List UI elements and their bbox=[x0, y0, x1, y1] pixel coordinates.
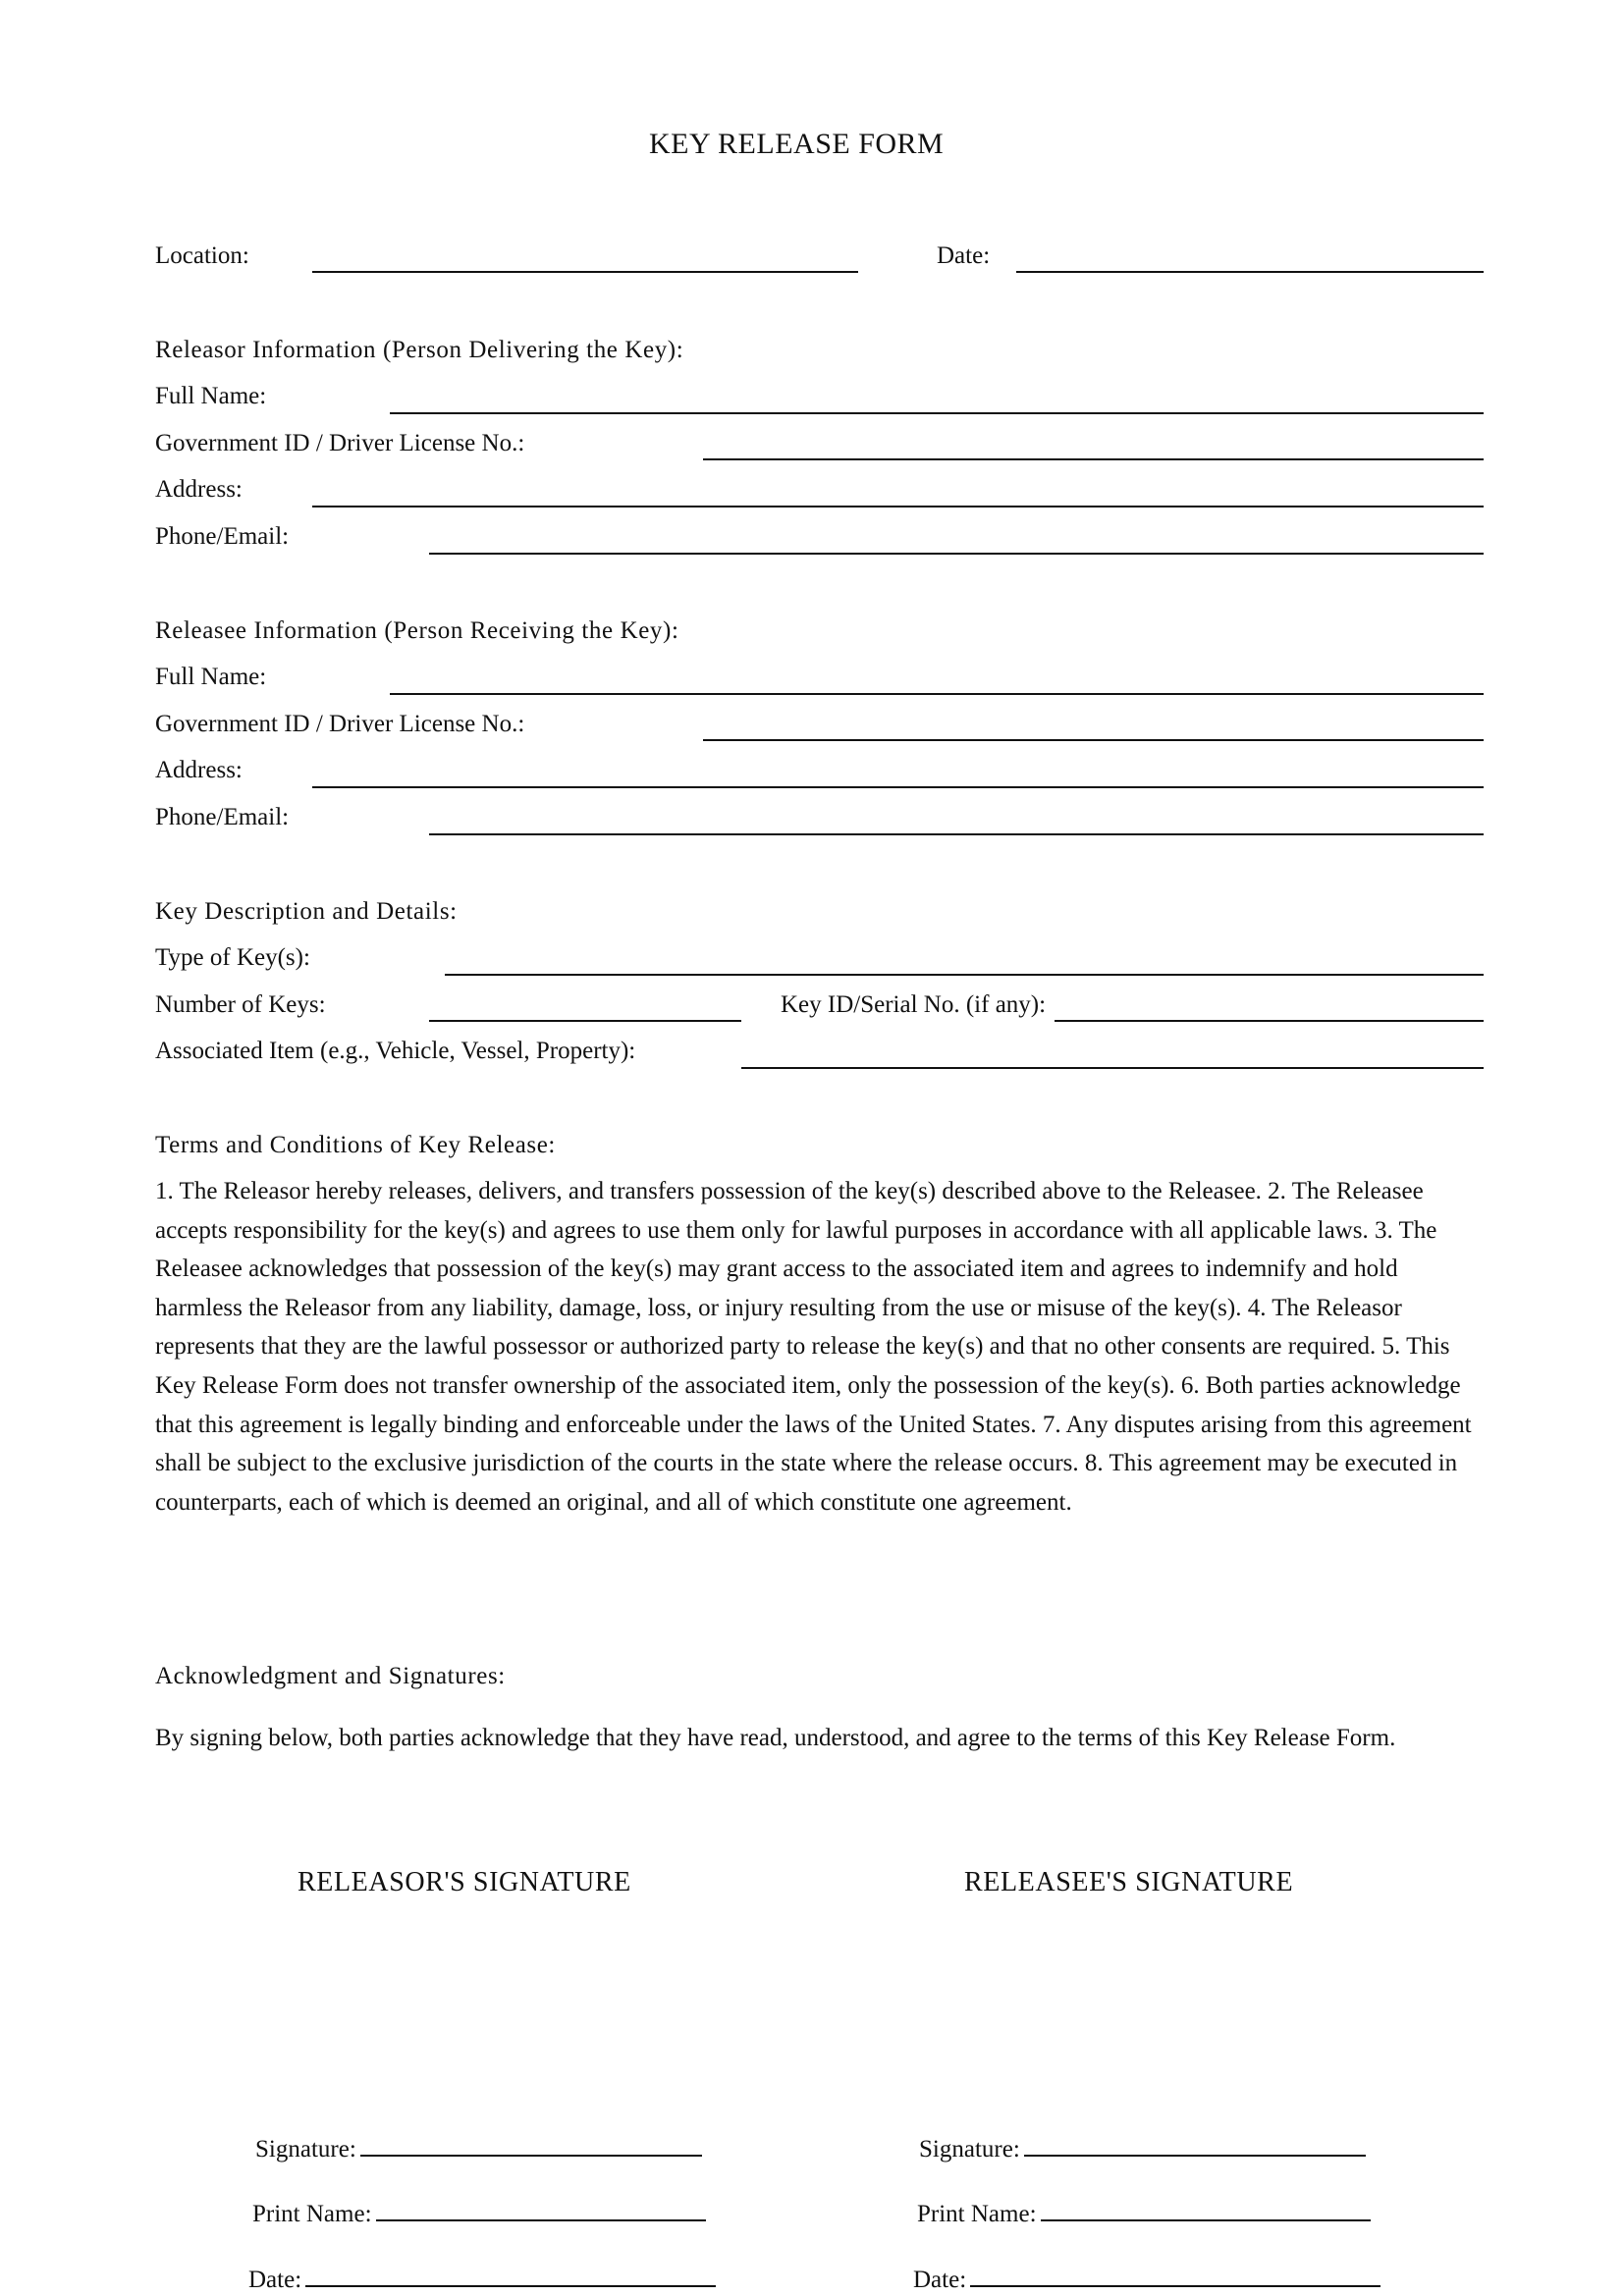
releasor-signature-label: Signature: bbox=[255, 2136, 356, 2163]
key-serial-field[interactable] bbox=[1055, 1020, 1484, 1022]
ack-heading: Acknowledgment and Signatures: bbox=[155, 1663, 506, 1689]
releasor-signature-field[interactable] bbox=[360, 2155, 702, 2157]
releasor-phone-field[interactable] bbox=[429, 553, 1484, 555]
releasee-date-label: Date: bbox=[913, 2267, 967, 2293]
releasor-date-row bbox=[248, 2268, 716, 2292]
releasor-signature-row bbox=[255, 2137, 702, 2162]
releasee-print-name-label: Print Name: bbox=[917, 2201, 1037, 2227]
releasor-print-name-row bbox=[252, 2202, 706, 2226]
releasee-full-name-field[interactable] bbox=[390, 693, 1484, 695]
releasee-print-name-row bbox=[917, 2202, 1371, 2226]
releasee-address-label: Address: bbox=[155, 757, 243, 783]
form-title: KEY RELEASE FORM bbox=[649, 128, 945, 160]
releasee-date-field[interactable] bbox=[970, 2285, 1380, 2287]
releasor-date-label: Date: bbox=[248, 2267, 302, 2293]
releasee-phone-label: Phone/Email: bbox=[155, 804, 290, 830]
key-item-label: Associated Item (e.g., Vehicle, Vessel, Property): bbox=[155, 1038, 636, 1064]
date-field[interactable] bbox=[1016, 271, 1484, 273]
releasor-gov-id-field[interactable] bbox=[703, 458, 1484, 460]
releasor-print-name-field[interactable] bbox=[376, 2219, 706, 2221]
releasor-address-label: Address: bbox=[155, 476, 243, 503]
releasee-full-name-label: Full Name: bbox=[155, 664, 267, 690]
releasee-signature-label: Signature: bbox=[919, 2136, 1020, 2163]
ack-text: By signing below, both parties acknowledge that they have read, understood, and agree to the terms of this Key Release Form. bbox=[155, 1725, 1396, 1751]
terms-text: 1. The Releasor hereby releases, delivers, and transfers possession of the key(s) described above to the Releasee. 2. The Releasee accepts responsibility for the key(s) and agrees to use them only for lawful purposes in accordance with all applicable laws. 3. The Releasee acknowledges that possession of the key(s) may grant access to the associated item and agrees to indemnify and hold harmless the Releasor from any liability, damage, loss, or injury resulting from the use or misuse of the key(s). 4. The Releasor represents that they are the lawful possessor or authorized party to release the key(s) and that no other consents are required. 5. This Key Release Form does not transfer ownership of the associated item, only the possession of the key(s). 6. Both parties acknowledge that this agreement is legally binding and enforceable under the laws of the United States. 7. Any disputes arising from this agreement shall be subject to the exclusive jurisdiction of the courts in the state where the release occurs. 8. This agreement may be executed in counterparts, each of which is deemed an original, and all of which constitute one agreement. bbox=[155, 1178, 1472, 1516]
releasor-full-name-label: Full Name: bbox=[155, 383, 267, 409]
location-field[interactable] bbox=[312, 271, 858, 273]
location-label: Location: bbox=[155, 242, 249, 269]
releasor-phone-label: Phone/Email: bbox=[155, 523, 290, 550]
releasee-print-name-field[interactable] bbox=[1041, 2219, 1371, 2221]
key-heading: Key Description and Details: bbox=[155, 898, 458, 925]
key-type-label: Type of Key(s): bbox=[155, 944, 310, 971]
releasee-phone-field[interactable] bbox=[429, 833, 1484, 835]
releasor-gov-id-label: Government ID / Driver License No.: bbox=[155, 430, 525, 456]
releasee-signature-heading: RELEASEE'S SIGNATURE bbox=[964, 1867, 1294, 1897]
releasor-signature-heading: RELEASOR'S SIGNATURE bbox=[298, 1867, 631, 1897]
releasor-heading: Releasor Information (Person Delivering the Key): bbox=[155, 337, 684, 363]
key-number-label: Number of Keys: bbox=[155, 991, 326, 1018]
key-type-field[interactable] bbox=[445, 974, 1484, 976]
terms-heading: Terms and Conditions of Key Release: bbox=[155, 1132, 556, 1158]
releasee-date-row bbox=[913, 2268, 1380, 2292]
releasor-date-field[interactable] bbox=[305, 2285, 716, 2287]
releasor-full-name-field[interactable] bbox=[390, 412, 1484, 414]
releasee-heading: Releasee Information (Person Receiving the Key): bbox=[155, 617, 679, 644]
releasee-gov-id-field[interactable] bbox=[703, 739, 1484, 741]
releasee-signature-row bbox=[919, 2137, 1366, 2162]
date-label: Date: bbox=[937, 242, 991, 269]
releasee-address-field[interactable] bbox=[312, 786, 1484, 788]
releasee-signature-field[interactable] bbox=[1024, 2155, 1366, 2157]
releasor-print-name-label: Print Name: bbox=[252, 2201, 372, 2227]
releasor-address-field[interactable] bbox=[312, 506, 1484, 507]
releasee-gov-id-label: Government ID / Driver License No.: bbox=[155, 711, 525, 737]
key-item-field[interactable] bbox=[741, 1067, 1484, 1069]
key-serial-label: Key ID/Serial No. (if any): bbox=[781, 991, 1047, 1018]
key-number-field[interactable] bbox=[429, 1020, 741, 1022]
